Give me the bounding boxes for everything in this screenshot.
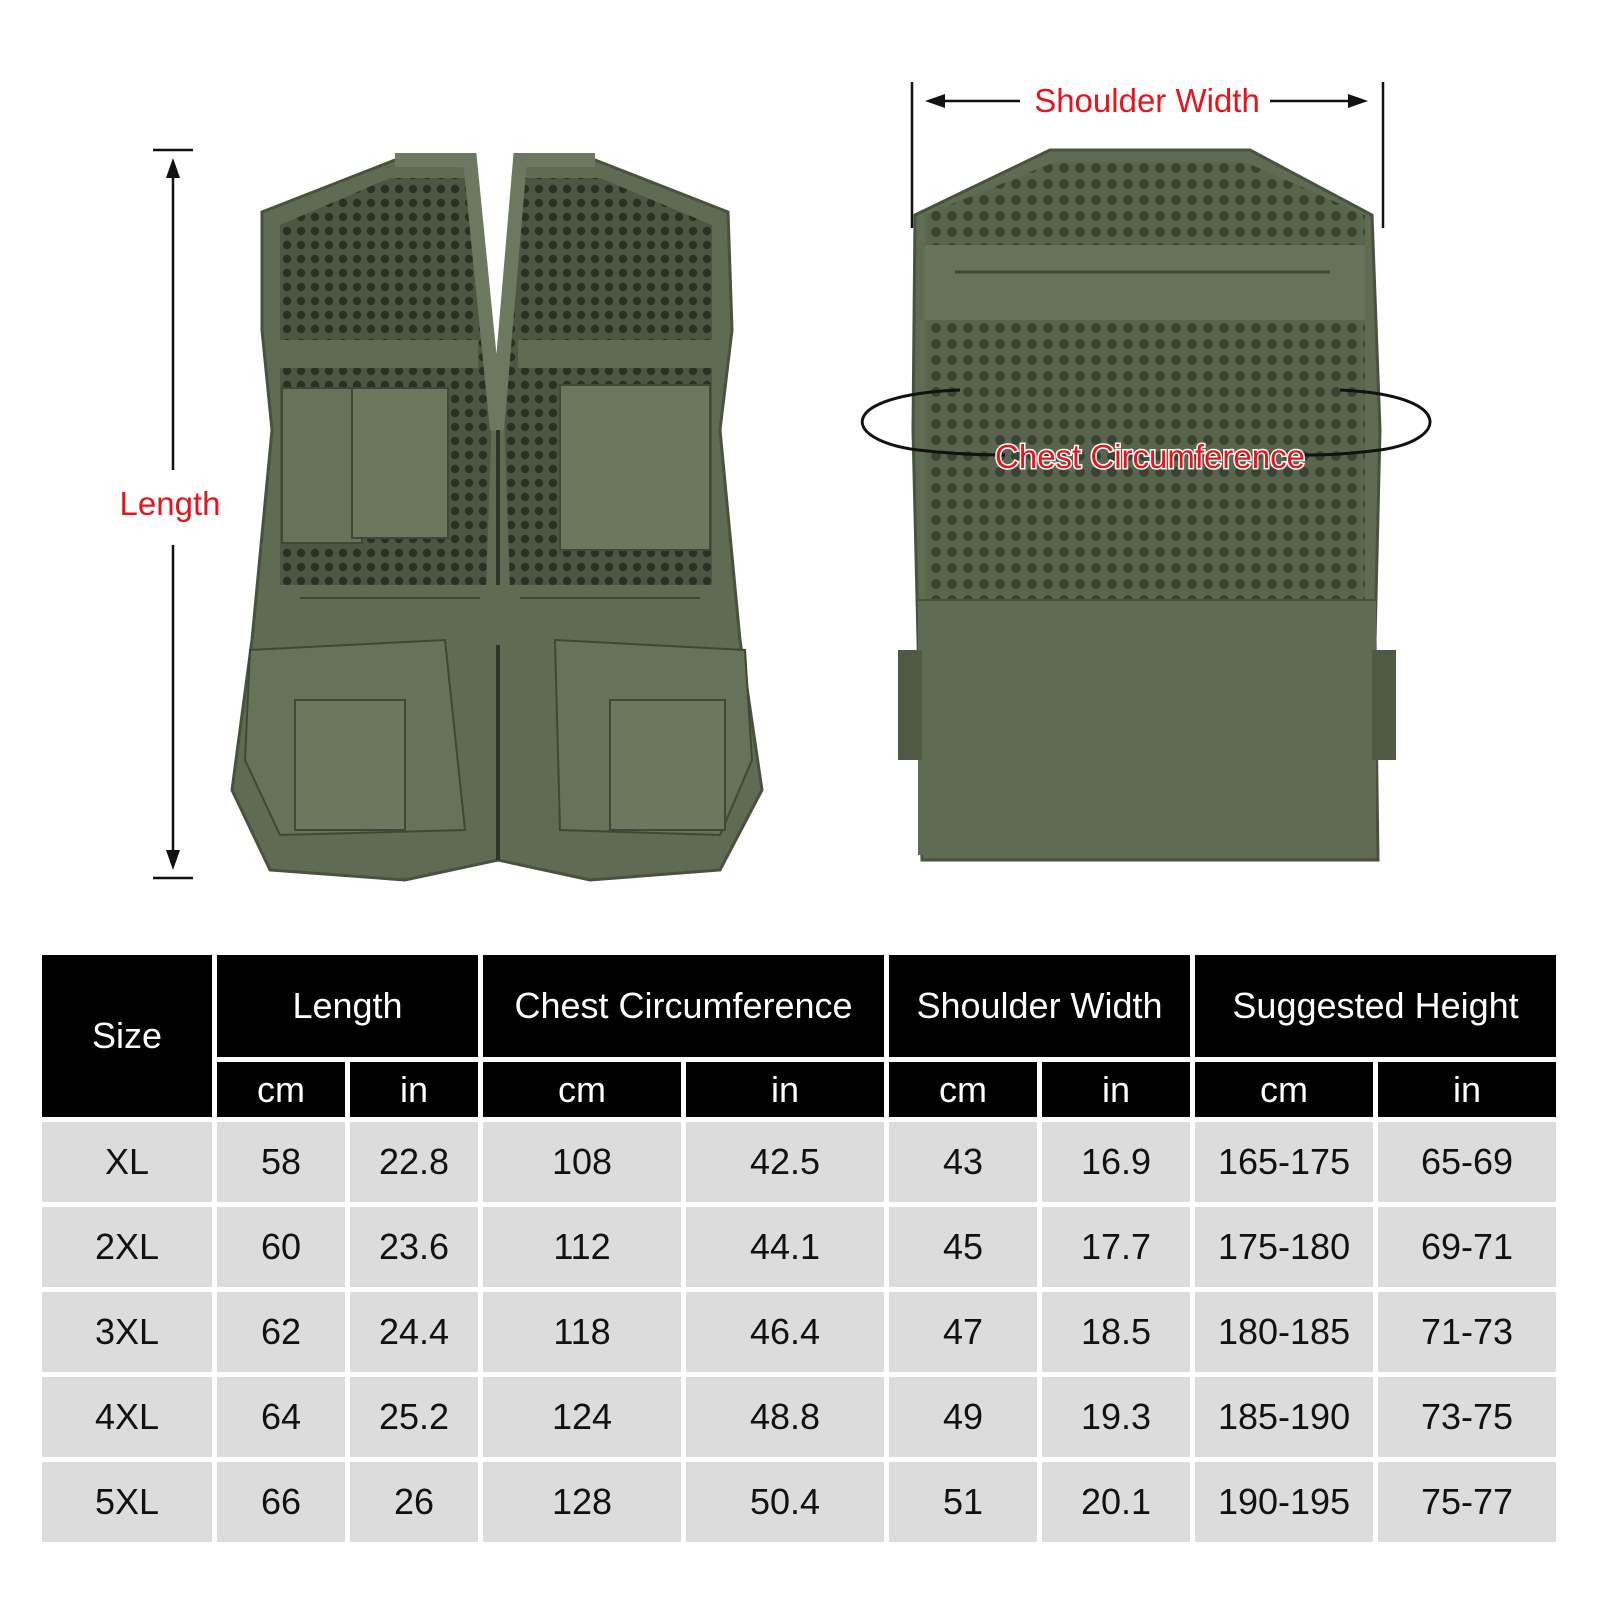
table-cell: 25.2	[350, 1377, 478, 1457]
table-row	[42, 1122, 1556, 1202]
table-cell: 71-73	[1378, 1292, 1556, 1372]
length-dimension	[120, 150, 221, 878]
unit-header: cm	[217, 1062, 345, 1117]
table-row	[42, 1207, 1556, 1287]
table-cell: 73-75	[1378, 1377, 1556, 1457]
table-row	[42, 1292, 1556, 1372]
shoulder-width-header: Shoulder Width	[889, 955, 1190, 1057]
table-cell: 46.4	[686, 1292, 884, 1372]
unit-header: in	[686, 1062, 884, 1117]
table-cell: 128	[483, 1462, 681, 1542]
vest-back	[898, 150, 1396, 860]
table-cell: 48.8	[686, 1377, 884, 1457]
unit-header: in	[1042, 1062, 1190, 1117]
table-cell: 65-69	[1378, 1122, 1556, 1202]
table-cell: 45	[889, 1207, 1037, 1287]
length-header: Length	[217, 955, 478, 1057]
table-cell: 44.1	[686, 1207, 884, 1287]
table-cell: 118	[483, 1292, 681, 1372]
table-row	[42, 1462, 1556, 1542]
table-cell: 24.4	[350, 1292, 478, 1372]
size-cell: 3XL	[42, 1292, 212, 1372]
table-cell: 18.5	[1042, 1292, 1190, 1372]
table-cell: 50.4	[686, 1462, 884, 1542]
unit-header: cm	[889, 1062, 1037, 1117]
table-cell: 26	[350, 1462, 478, 1542]
table-cell: 108	[483, 1122, 681, 1202]
unit-header: in	[350, 1062, 478, 1117]
table-cell: 185-190	[1195, 1377, 1373, 1457]
table-cell: 64	[217, 1377, 345, 1457]
size-cell: 5XL	[42, 1462, 212, 1542]
table-cell: 69-71	[1378, 1207, 1556, 1287]
table-cell: 60	[217, 1207, 345, 1287]
size-chart-table	[37, 950, 1561, 1547]
table-cell: 17.7	[1042, 1207, 1190, 1287]
table-cell: 43	[889, 1122, 1037, 1202]
unit-header: cm	[483, 1062, 681, 1117]
table-cell: 112	[483, 1207, 681, 1287]
table-cell: 58	[217, 1122, 345, 1202]
header-row-units	[42, 1062, 1556, 1117]
table-row	[42, 1377, 1556, 1457]
table-cell: 49	[889, 1377, 1037, 1457]
table-cell: 62	[217, 1292, 345, 1372]
table-cell: 22.8	[350, 1122, 478, 1202]
table-cell: 51	[889, 1462, 1037, 1542]
table-cell: 42.5	[686, 1122, 884, 1202]
table-cell: 165-175	[1195, 1122, 1373, 1202]
size-cell: 2XL	[42, 1207, 212, 1287]
table-cell: 175-180	[1195, 1207, 1373, 1287]
size-header: Size	[42, 955, 212, 1117]
unit-header: in	[1378, 1062, 1556, 1117]
vest-front	[232, 160, 762, 880]
length-label: Length	[119, 485, 221, 522]
size-cell: 4XL	[42, 1377, 212, 1457]
table-cell: 47	[889, 1292, 1037, 1372]
chest-circumference-label: Chest Circumference	[995, 438, 1305, 475]
table-cell: 19.3	[1042, 1377, 1190, 1457]
table-cell: 124	[483, 1377, 681, 1457]
table-cell: 190-195	[1195, 1462, 1373, 1542]
table-cell: 180-185	[1195, 1292, 1373, 1372]
chest-circumference-header: Chest Circumference	[483, 955, 884, 1057]
table-cell: 20.1	[1042, 1462, 1190, 1542]
table-cell: 16.9	[1042, 1122, 1190, 1202]
shoulder-width-label: Shoulder Width	[1034, 82, 1260, 119]
table-cell: 23.6	[350, 1207, 478, 1287]
table-cell: 75-77	[1378, 1462, 1556, 1542]
table-cell: 66	[217, 1462, 345, 1542]
suggested-height-header: Suggested Height	[1195, 955, 1556, 1057]
header-row-groups	[42, 955, 1556, 1057]
unit-header: cm	[1195, 1062, 1373, 1117]
size-cell: XL	[42, 1122, 212, 1202]
